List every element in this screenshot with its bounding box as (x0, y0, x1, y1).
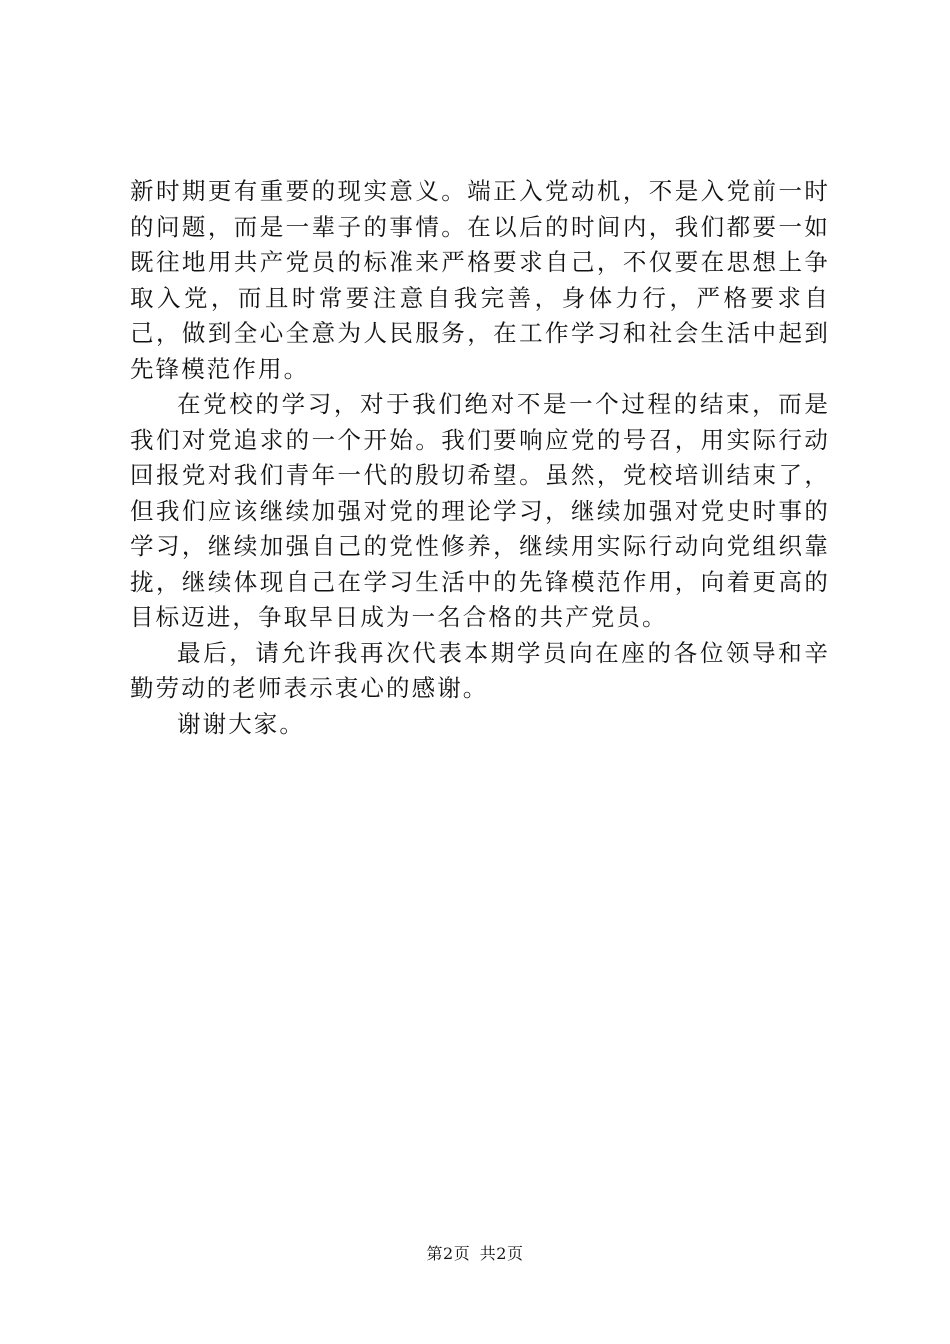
page-footer (0, 1243, 950, 1265)
page-number: 第2页 (426, 1244, 471, 1263)
document-body (130, 174, 830, 742)
paragraph-3: 最后，请允许我再次代表本期学员向在座的各位领导和辛勤劳动的老师表示衷心的感谢。 (130, 638, 830, 702)
page-total: 共2页 (479, 1244, 524, 1263)
paragraph-2: 在党校的学习，对于我们绝对不是一个过程的结束，而是我们对党追求的一个开始。我们要响应党的号召，用实际行动回报党对我们青年一代的殷切希望。虽然，党校培训结束了，但我们应该继续加强对党的理论学习，继续加强对党史时事的学习，继续加强自己的党性修养，继续用实际行动向党组织靠拢，继续体现自己在学习生活中的先锋模范作用，向着更高的目标迈进，争取早日成为一名合格的共产党员。 (130, 390, 830, 631)
paragraph-4: 谢谢大家。 (177, 709, 305, 738)
paragraph-1: 新时期更有重要的现实意义。端正入党动机，不是入党前一时的问题，而是一辈子的事情。在以后的时间内，我们都要一如既往地用共产党员的标准来严格要求自己，不仅要在思想上争取入党，而且时常要注意自我完善，身体力行，严格要求自己，做到全心全意为人民服务，在工作学习和社会生活中起到先锋模范作用。 (130, 177, 830, 383)
